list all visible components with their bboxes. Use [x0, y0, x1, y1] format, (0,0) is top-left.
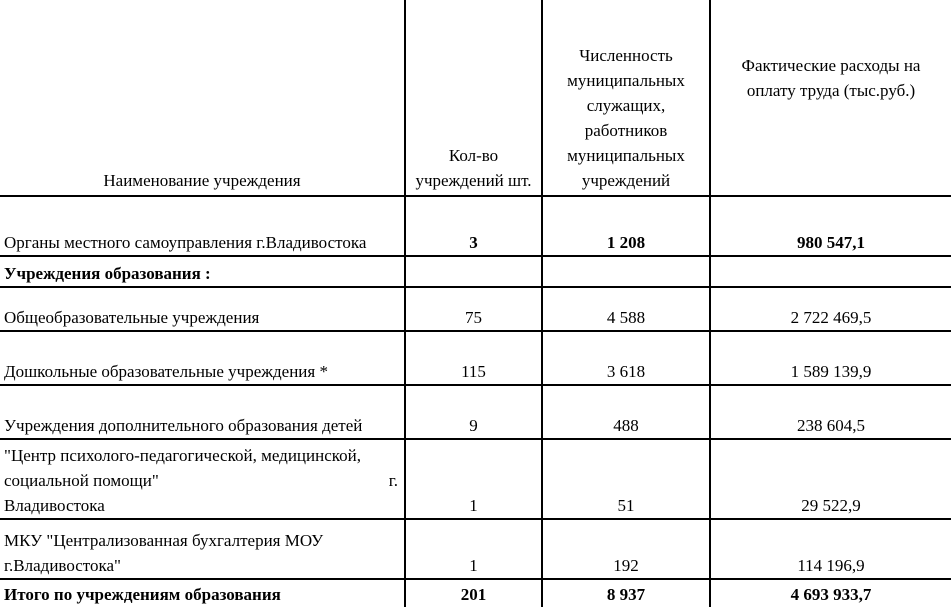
row-count: 1 [405, 519, 542, 579]
table-row [0, 439, 951, 519]
table-row [0, 519, 951, 579]
row-staff: 488 [542, 385, 710, 439]
row-name-part: г. [388, 471, 398, 490]
row-expenses: 29 522,9 [710, 439, 951, 519]
table-row [0, 256, 951, 287]
row-count: 3 [405, 196, 542, 256]
table-header-row [0, 0, 951, 196]
row-name-part: "Центр психолого-педагогической, медицинской, социальной помощи" [4, 446, 362, 490]
row-expenses: 238 604,5 [710, 385, 951, 439]
row-staff: 1 208 [542, 196, 710, 256]
row-staff [542, 256, 710, 287]
row-expenses: 4 693 933,7 [710, 579, 951, 607]
row-name: Учреждения дополнительного образования детей [0, 385, 405, 439]
row-count: 75 [405, 287, 542, 331]
row-name [0, 439, 405, 519]
row-name: Дошкольные образовательные учреждения * [0, 331, 405, 385]
row-expenses [710, 256, 951, 287]
row-count: 115 [405, 331, 542, 385]
row-count: 201 [405, 579, 542, 607]
column-header-expenses: Фактические расходы на оплату труда (тыс.руб.) [710, 0, 951, 196]
row-count [405, 256, 542, 287]
column-header-staff: Численность муниципальных служащих, работников муниципальных учреждений [542, 0, 710, 196]
table-row [0, 385, 951, 439]
row-name-part: Владивостока [4, 496, 105, 515]
row-count: 9 [405, 385, 542, 439]
row-name: Итого по учреждениям образования [4, 585, 281, 604]
row-name: Учреждения образования : [0, 256, 405, 287]
column-header-name: Наименование учреждения [0, 0, 405, 196]
row-name: Общеобразовательные учреждения [0, 287, 405, 331]
table-row [0, 331, 951, 385]
row-staff: 4 588 [542, 287, 710, 331]
table-row [0, 287, 951, 331]
row-name: МКУ "Централизованная бухгалтерия МОУ г.Владивостока" [0, 519, 405, 579]
row-staff: 192 [542, 519, 710, 579]
row-expenses: 980 547,1 [710, 196, 951, 256]
row-staff: 3 618 [542, 331, 710, 385]
row-expenses: 1 589 139,9 [710, 331, 951, 385]
table-row-total [0, 579, 951, 607]
row-name: Органы местного самоуправления г.Владивостока [0, 196, 405, 256]
row-expenses: 2 722 469,5 [710, 287, 951, 331]
row-staff: 51 [542, 439, 710, 519]
row-staff: 8 937 [542, 579, 710, 607]
column-header-count: Кол-во учреждений шт. [405, 0, 542, 196]
table-row [0, 196, 951, 256]
row-expenses: 114 196,9 [710, 519, 951, 579]
row-count: 1 [405, 439, 542, 519]
